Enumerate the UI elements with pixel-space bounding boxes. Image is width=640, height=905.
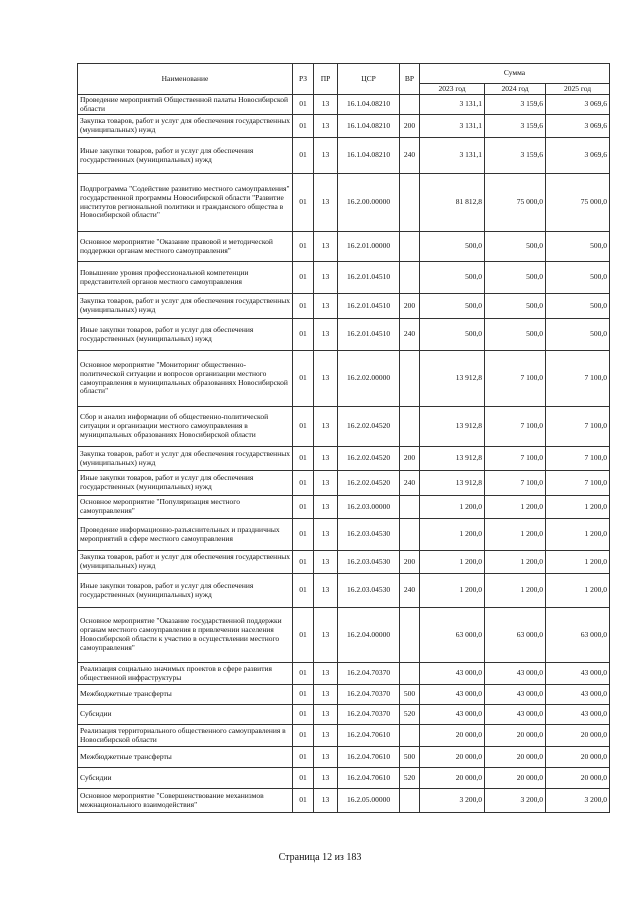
row-vr: 520 bbox=[400, 768, 420, 789]
row-csr: 16.2.02.00000 bbox=[338, 351, 400, 407]
header-sums: Сумма bbox=[420, 64, 610, 84]
row-sum-2025: 7 100,0 bbox=[546, 471, 610, 496]
row-sum-2024: 7 100,0 bbox=[485, 351, 546, 407]
row-sum-2024: 75 000,0 bbox=[485, 174, 546, 232]
row-sum-2024: 3 159,6 bbox=[485, 138, 546, 174]
row-pr: 13 bbox=[314, 574, 338, 608]
row-csr: 16.2.02.04520 bbox=[338, 407, 400, 447]
row-csr: 16.2.03.00000 bbox=[338, 496, 400, 519]
row-name: Основное мероприятие "Оказание государственной поддержки органам местного самоуправления в привлечении населения Новосибирской области к участию в осуществлении местного самоуправления" bbox=[78, 608, 293, 663]
row-sum-2023: 81 812,8 bbox=[420, 174, 485, 232]
row-name: Иные закупки товаров, работ и услуг для обеспечения государственных (муниципальных) нужд bbox=[78, 319, 293, 351]
row-name: Основное мероприятие "Совершенствование механизмов межнационального взаимодействия" bbox=[78, 789, 293, 813]
row-pr: 13 bbox=[314, 138, 338, 174]
row-vr: 200 bbox=[400, 115, 420, 138]
table-row bbox=[78, 574, 610, 608]
row-sum-2025: 3 069,6 bbox=[546, 138, 610, 174]
row-sum-2024: 63 000,0 bbox=[485, 608, 546, 663]
row-pr: 13 bbox=[314, 471, 338, 496]
row-rz: 01 bbox=[293, 138, 314, 174]
row-vr bbox=[400, 789, 420, 813]
row-rz: 01 bbox=[293, 519, 314, 551]
row-pr: 13 bbox=[314, 95, 338, 115]
row-vr bbox=[400, 519, 420, 551]
row-csr: 16.2.01.04510 bbox=[338, 262, 400, 294]
row-sum-2023: 3 131,1 bbox=[420, 115, 485, 138]
table-row bbox=[78, 768, 610, 789]
row-sum-2023: 1 200,0 bbox=[420, 496, 485, 519]
row-vr bbox=[400, 232, 420, 262]
row-name: Субсидии bbox=[78, 768, 293, 789]
row-sum-2024: 500,0 bbox=[485, 319, 546, 351]
table-row bbox=[78, 115, 610, 138]
row-csr: 16.2.00.00000 bbox=[338, 174, 400, 232]
row-sum-2024: 7 100,0 bbox=[485, 471, 546, 496]
row-name: Проведение мероприятий Общественной палаты Новосибирской области bbox=[78, 95, 293, 115]
row-name: Закупка товаров, работ и услуг для обеспечения государственных (муниципальных) нужд bbox=[78, 115, 293, 138]
table-header bbox=[78, 64, 610, 95]
table-row bbox=[78, 663, 610, 685]
row-name: Реализация социально значимых проектов в сфере развития общественной инфраструктуры bbox=[78, 663, 293, 685]
row-name: Повышение уровня профессиональной компетенции представителей органов местного самоуправления bbox=[78, 262, 293, 294]
row-sum-2024: 20 000,0 bbox=[485, 768, 546, 789]
row-sum-2023: 3 200,0 bbox=[420, 789, 485, 813]
row-sum-2025: 500,0 bbox=[546, 294, 610, 319]
row-sum-2023: 13 912,8 bbox=[420, 447, 485, 471]
row-sum-2024: 500,0 bbox=[485, 232, 546, 262]
row-sum-2025: 500,0 bbox=[546, 232, 610, 262]
table-row bbox=[78, 471, 610, 496]
header-2023: 2023 год bbox=[420, 84, 485, 95]
row-vr bbox=[400, 608, 420, 663]
row-sum-2023: 13 912,8 bbox=[420, 407, 485, 447]
row-name: Сбор и анализ информации об общественно-политической ситуации и организации местного самоуправления в муниципальных образованиях Новосибирской области bbox=[78, 407, 293, 447]
row-name: Межбюджетные трансферты bbox=[78, 747, 293, 768]
row-rz: 01 bbox=[293, 705, 314, 725]
row-sum-2023: 63 000,0 bbox=[420, 608, 485, 663]
row-sum-2025: 500,0 bbox=[546, 319, 610, 351]
row-pr: 13 bbox=[314, 608, 338, 663]
table-row bbox=[78, 705, 610, 725]
row-sum-2024: 1 200,0 bbox=[485, 551, 546, 574]
row-vr: 240 bbox=[400, 319, 420, 351]
row-sum-2024: 7 100,0 bbox=[485, 407, 546, 447]
row-pr: 13 bbox=[314, 663, 338, 685]
table-row bbox=[78, 608, 610, 663]
row-sum-2023: 500,0 bbox=[420, 294, 485, 319]
row-rz: 01 bbox=[293, 725, 314, 747]
row-sum-2025: 3 069,6 bbox=[546, 115, 610, 138]
table-row bbox=[78, 747, 610, 768]
row-name: Иные закупки товаров, работ и услуг для обеспечения государственных (муниципальных) нужд bbox=[78, 574, 293, 608]
row-rz: 01 bbox=[293, 174, 314, 232]
row-csr: 16.2.02.04520 bbox=[338, 447, 400, 471]
table-row bbox=[78, 351, 610, 407]
table-body bbox=[78, 95, 610, 813]
table-row bbox=[78, 447, 610, 471]
header-rz: РЗ bbox=[293, 64, 314, 95]
row-rz: 01 bbox=[293, 551, 314, 574]
row-pr: 13 bbox=[314, 768, 338, 789]
row-csr: 16.2.04.70370 bbox=[338, 663, 400, 685]
row-sum-2023: 500,0 bbox=[420, 262, 485, 294]
row-rz: 01 bbox=[293, 232, 314, 262]
row-csr: 16.2.02.04520 bbox=[338, 471, 400, 496]
row-pr: 13 bbox=[314, 789, 338, 813]
row-sum-2023: 43 000,0 bbox=[420, 685, 485, 705]
row-sum-2024: 1 200,0 bbox=[485, 496, 546, 519]
row-rz: 01 bbox=[293, 574, 314, 608]
row-pr: 13 bbox=[314, 232, 338, 262]
row-pr: 13 bbox=[314, 407, 338, 447]
header-csr: ЦСР bbox=[338, 64, 400, 95]
row-pr: 13 bbox=[314, 294, 338, 319]
row-rz: 01 bbox=[293, 496, 314, 519]
table-row bbox=[78, 789, 610, 813]
row-rz: 01 bbox=[293, 262, 314, 294]
row-csr: 16.2.01.04510 bbox=[338, 294, 400, 319]
row-rz: 01 bbox=[293, 768, 314, 789]
row-csr: 16.2.04.70370 bbox=[338, 705, 400, 725]
row-vr: 240 bbox=[400, 471, 420, 496]
row-name: Иные закупки товаров, работ и услуг для обеспечения государственных (муниципальных) нужд bbox=[78, 471, 293, 496]
row-rz: 01 bbox=[293, 447, 314, 471]
row-csr: 16.2.05.00000 bbox=[338, 789, 400, 813]
table-row bbox=[78, 496, 610, 519]
row-vr bbox=[400, 351, 420, 407]
row-vr bbox=[400, 663, 420, 685]
row-sum-2023: 3 131,1 bbox=[420, 95, 485, 115]
row-csr: 16.2.04.00000 bbox=[338, 608, 400, 663]
row-sum-2023: 13 912,8 bbox=[420, 471, 485, 496]
row-sum-2023: 13 912,8 bbox=[420, 351, 485, 407]
row-sum-2023: 1 200,0 bbox=[420, 574, 485, 608]
row-rz: 01 bbox=[293, 95, 314, 115]
page-number: Страница 12 из 183 bbox=[278, 852, 362, 863]
row-sum-2025: 3 069,6 bbox=[546, 95, 610, 115]
row-sum-2023: 500,0 bbox=[420, 319, 485, 351]
row-name: Закупка товаров, работ и услуг для обеспечения государственных (муниципальных) нужд bbox=[78, 294, 293, 319]
row-pr: 13 bbox=[314, 725, 338, 747]
row-csr: 16.2.03.04530 bbox=[338, 551, 400, 574]
row-sum-2024: 20 000,0 bbox=[485, 747, 546, 768]
table-row bbox=[78, 262, 610, 294]
row-rz: 01 bbox=[293, 407, 314, 447]
row-rz: 01 bbox=[293, 115, 314, 138]
row-sum-2025: 500,0 bbox=[546, 262, 610, 294]
row-sum-2023: 1 200,0 bbox=[420, 519, 485, 551]
row-csr: 16.2.04.70610 bbox=[338, 725, 400, 747]
row-sum-2025: 43 000,0 bbox=[546, 705, 610, 725]
table-row bbox=[78, 725, 610, 747]
row-vr: 200 bbox=[400, 447, 420, 471]
budget-table bbox=[77, 63, 610, 813]
row-pr: 13 bbox=[314, 115, 338, 138]
row-vr bbox=[400, 95, 420, 115]
row-csr: 16.2.04.70610 bbox=[338, 768, 400, 789]
row-rz: 01 bbox=[293, 471, 314, 496]
row-sum-2024: 500,0 bbox=[485, 262, 546, 294]
row-sum-2023: 43 000,0 bbox=[420, 705, 485, 725]
row-sum-2025: 20 000,0 bbox=[546, 768, 610, 789]
row-sum-2025: 7 100,0 bbox=[546, 407, 610, 447]
row-sum-2024: 7 100,0 bbox=[485, 447, 546, 471]
row-name: Иные закупки товаров, работ и услуг для обеспечения государственных (муниципальных) нужд bbox=[78, 138, 293, 174]
row-pr: 13 bbox=[314, 705, 338, 725]
row-pr: 13 bbox=[314, 319, 338, 351]
table-row bbox=[78, 519, 610, 551]
header-name: Наименование bbox=[78, 64, 293, 95]
row-sum-2023: 3 131,1 bbox=[420, 138, 485, 174]
row-sum-2024: 43 000,0 bbox=[485, 705, 546, 725]
row-sum-2023: 20 000,0 bbox=[420, 725, 485, 747]
row-sum-2024: 3 159,6 bbox=[485, 95, 546, 115]
row-sum-2024: 3 159,6 bbox=[485, 115, 546, 138]
row-sum-2025: 7 100,0 bbox=[546, 351, 610, 407]
row-vr: 200 bbox=[400, 551, 420, 574]
row-sum-2025: 63 000,0 bbox=[546, 608, 610, 663]
row-sum-2024: 43 000,0 bbox=[485, 685, 546, 705]
row-vr bbox=[400, 407, 420, 447]
row-sum-2025: 1 200,0 bbox=[546, 551, 610, 574]
row-name: Основное мероприятие "Оказание правовой и методической поддержки органам местного самоуправления" bbox=[78, 232, 293, 262]
row-sum-2025: 1 200,0 bbox=[546, 519, 610, 551]
row-sum-2024: 500,0 bbox=[485, 294, 546, 319]
row-rz: 01 bbox=[293, 747, 314, 768]
row-csr: 16.2.03.04530 bbox=[338, 574, 400, 608]
row-sum-2023: 20 000,0 bbox=[420, 747, 485, 768]
row-pr: 13 bbox=[314, 351, 338, 407]
header-pr: ПР bbox=[314, 64, 338, 95]
row-sum-2024: 1 200,0 bbox=[485, 574, 546, 608]
row-sum-2025: 43 000,0 bbox=[546, 685, 610, 705]
row-csr: 16.1.04.08210 bbox=[338, 115, 400, 138]
table-row bbox=[78, 232, 610, 262]
row-pr: 13 bbox=[314, 685, 338, 705]
row-pr: 13 bbox=[314, 747, 338, 768]
row-vr bbox=[400, 496, 420, 519]
row-name: Закупка товаров, работ и услуг для обеспечения государственных (муниципальных) нужд bbox=[78, 447, 293, 471]
row-name: Межбюджетные трансферты bbox=[78, 685, 293, 705]
row-name: Реализация территориального общественного самоуправления в Новосибирской области bbox=[78, 725, 293, 747]
table-row bbox=[78, 551, 610, 574]
table-row bbox=[78, 294, 610, 319]
header-vr: ВР bbox=[400, 64, 420, 95]
row-name: Проведение информационно-разъяснительных и праздничных мероприятий в сфере местного самоуправления bbox=[78, 519, 293, 551]
row-vr: 520 bbox=[400, 705, 420, 725]
row-csr: 16.2.04.70610 bbox=[338, 747, 400, 768]
row-vr bbox=[400, 725, 420, 747]
row-vr: 500 bbox=[400, 685, 420, 705]
row-sum-2025: 75 000,0 bbox=[546, 174, 610, 232]
table-row bbox=[78, 95, 610, 115]
row-sum-2024: 20 000,0 bbox=[485, 725, 546, 747]
row-rz: 01 bbox=[293, 351, 314, 407]
row-vr: 200 bbox=[400, 294, 420, 319]
table-row bbox=[78, 685, 610, 705]
row-sum-2025: 7 100,0 bbox=[546, 447, 610, 471]
row-csr: 16.1.04.08210 bbox=[338, 138, 400, 174]
row-sum-2025: 43 000,0 bbox=[546, 663, 610, 685]
row-vr: 240 bbox=[400, 574, 420, 608]
row-rz: 01 bbox=[293, 319, 314, 351]
row-sum-2025: 1 200,0 bbox=[546, 496, 610, 519]
table-row bbox=[78, 174, 610, 232]
header-2024: 2024 год bbox=[485, 84, 546, 95]
row-name: Основное мероприятие "Мониторинг общественно-политической ситуации и вопросов организации местного самоуправления в муниципальных образованиях Новосибирской области" bbox=[78, 351, 293, 407]
row-name: Основное мероприятие "Популяризация местного самоуправления" bbox=[78, 496, 293, 519]
row-pr: 13 bbox=[314, 262, 338, 294]
row-pr: 13 bbox=[314, 496, 338, 519]
row-csr: 16.2.03.04530 bbox=[338, 519, 400, 551]
row-sum-2024: 1 200,0 bbox=[485, 519, 546, 551]
row-name: Субсидии bbox=[78, 705, 293, 725]
row-sum-2023: 1 200,0 bbox=[420, 551, 485, 574]
row-rz: 01 bbox=[293, 663, 314, 685]
row-name: Подпрограмма "Содействие развитию местного самоуправления" государственной программы Новосибирской области "Развитие институтов региональной политики и гражданского общества в Новосибирской области" bbox=[78, 174, 293, 232]
row-sum-2023: 20 000,0 bbox=[420, 768, 485, 789]
row-rz: 01 bbox=[293, 685, 314, 705]
table-row bbox=[78, 138, 610, 174]
row-csr: 16.2.01.04510 bbox=[338, 319, 400, 351]
table-row bbox=[78, 407, 610, 447]
table-row bbox=[78, 319, 610, 351]
row-sum-2025: 20 000,0 bbox=[546, 747, 610, 768]
row-sum-2024: 43 000,0 bbox=[485, 663, 546, 685]
row-vr: 500 bbox=[400, 747, 420, 768]
row-csr: 16.2.01.00000 bbox=[338, 232, 400, 262]
row-name: Закупка товаров, работ и услуг для обеспечения государственных (муниципальных) нужд bbox=[78, 551, 293, 574]
row-pr: 13 bbox=[314, 447, 338, 471]
row-rz: 01 bbox=[293, 789, 314, 813]
row-sum-2025: 3 200,0 bbox=[546, 789, 610, 813]
row-csr: 16.1.04.08210 bbox=[338, 95, 400, 115]
row-sum-2023: 500,0 bbox=[420, 232, 485, 262]
row-vr bbox=[400, 174, 420, 232]
row-pr: 13 bbox=[314, 519, 338, 551]
row-pr: 13 bbox=[314, 174, 338, 232]
row-sum-2025: 1 200,0 bbox=[546, 574, 610, 608]
row-sum-2025: 20 000,0 bbox=[546, 725, 610, 747]
row-sum-2023: 43 000,0 bbox=[420, 663, 485, 685]
header-2025: 2025 год bbox=[546, 84, 610, 95]
row-vr: 240 bbox=[400, 138, 420, 174]
row-sum-2024: 3 200,0 bbox=[485, 789, 546, 813]
row-rz: 01 bbox=[293, 608, 314, 663]
row-pr: 13 bbox=[314, 551, 338, 574]
row-rz: 01 bbox=[293, 294, 314, 319]
row-csr: 16.2.04.70370 bbox=[338, 685, 400, 705]
row-vr bbox=[400, 262, 420, 294]
